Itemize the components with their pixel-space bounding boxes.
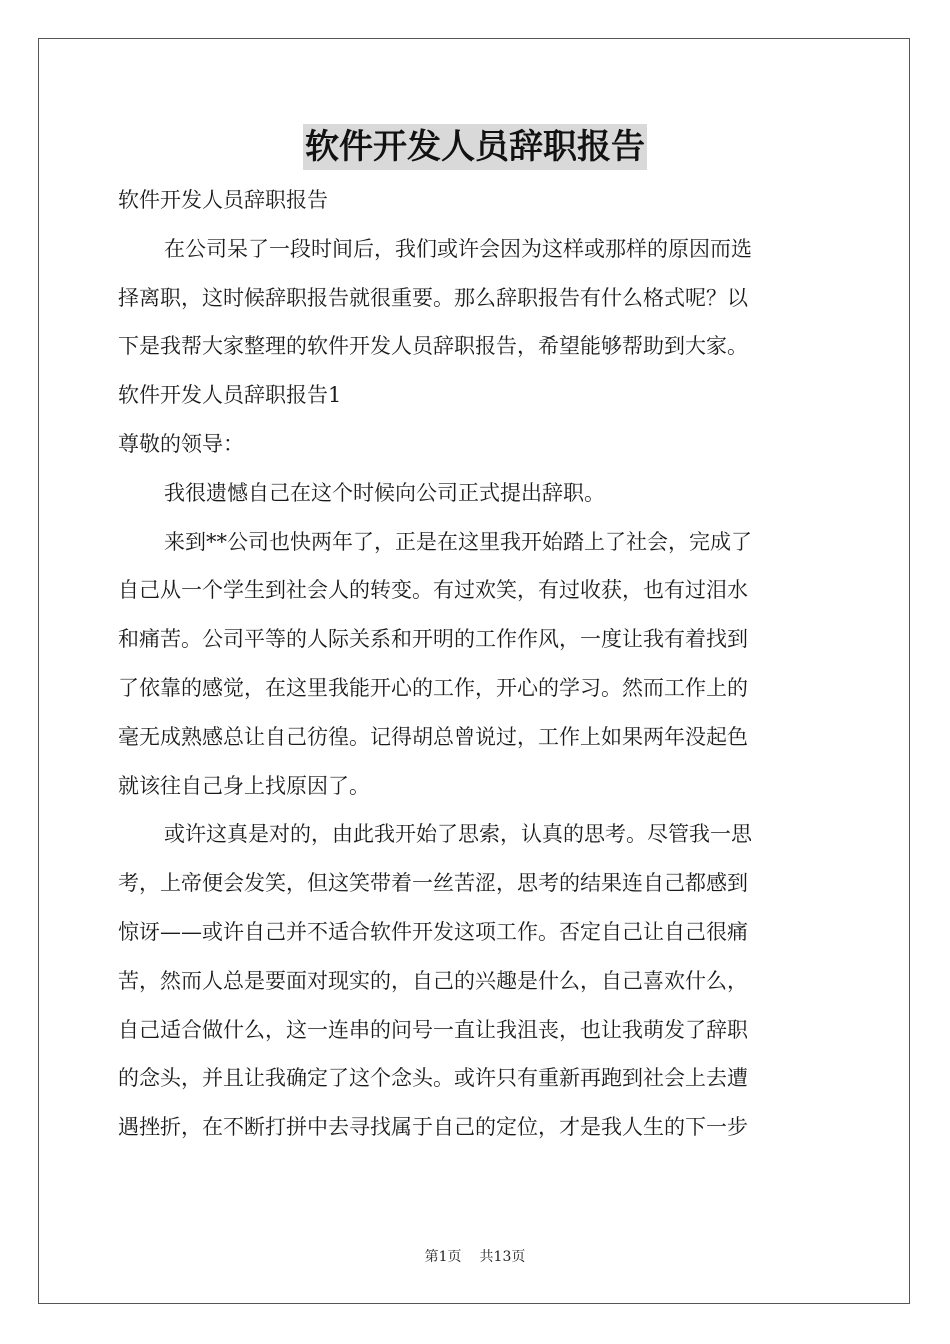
text-line: 软件开发人员辞职报告 (118, 188, 328, 212)
text-line: 择离职，这时候辞职报告就很重要。那么辞职报告有什么格式呢？以 (118, 285, 748, 310)
text-line: 来到**公司也快两年了，正是在这里我开始踏上了社会，完成了 (164, 529, 752, 554)
text-line: 苦，然而人总是要面对现实的，自己的兴趣是什么，自己喜欢什么， (118, 968, 748, 993)
text-line: 或许这真是对的，由此我开始了思索，认真的思考。尽管我一思 (164, 822, 752, 847)
text-line: 自己适合做什么，这一连串的问号一直让我沮丧，也让我萌发了辞职 (118, 1017, 748, 1042)
text-line: 惊讶——或许自己并不适合软件开发这项工作。否定自己让自己很痛 (118, 919, 748, 944)
title-wrap (0, 124, 950, 170)
text-line: 自己从一个学生到社会人的转变。有过欢笑，有过收获，也有过泪水 (118, 578, 748, 603)
page-footer (0, 1246, 950, 1266)
text-line: 软件开发人员辞职报告1 (118, 383, 342, 408)
text-line: 遇挫折，在不断打拼中去寻找属于自己的定位，才是我人生的下一步 (118, 1115, 748, 1140)
text-line: 了依靠的感觉，在这里我能开心的工作，开心的学习。然而工作上的 (118, 675, 748, 700)
document-title: 软件开发人员辞职报告 (303, 124, 647, 170)
page-total: 共13页 (479, 1249, 526, 1265)
text-line: 和痛苦。公司平等的人际关系和开明的工作作风，一度让我有着找到 (118, 627, 748, 652)
text-line: 下是我帮大家整理的软件开发人员辞职报告，希望能够帮助到大家。 (118, 334, 748, 359)
text-line: 毫无成熟感总让自己彷徨。记得胡总曾说过，工作上如果两年没起色 (118, 724, 748, 749)
text-line: 考，上帝便会发笑，但这笑带着一丝苦涩，思考的结果连自己都感到 (118, 871, 748, 896)
text-line: 尊敬的领导： (118, 431, 244, 456)
text-line: 我很遗憾自己在这个时候向公司正式提出辞职。 (164, 480, 605, 505)
page-number: 第1页 (424, 1249, 462, 1265)
text-line: 的念头，并且让我确定了这个念头。或许只有重新再跑到社会上去遭 (118, 1066, 748, 1091)
document-body (118, 178, 834, 1154)
text-line: 在公司呆了一段时间后，我们或许会因为这样或那样的原因而选 (164, 236, 752, 261)
text-line: 就该往自己身上找原因了。 (118, 773, 370, 798)
